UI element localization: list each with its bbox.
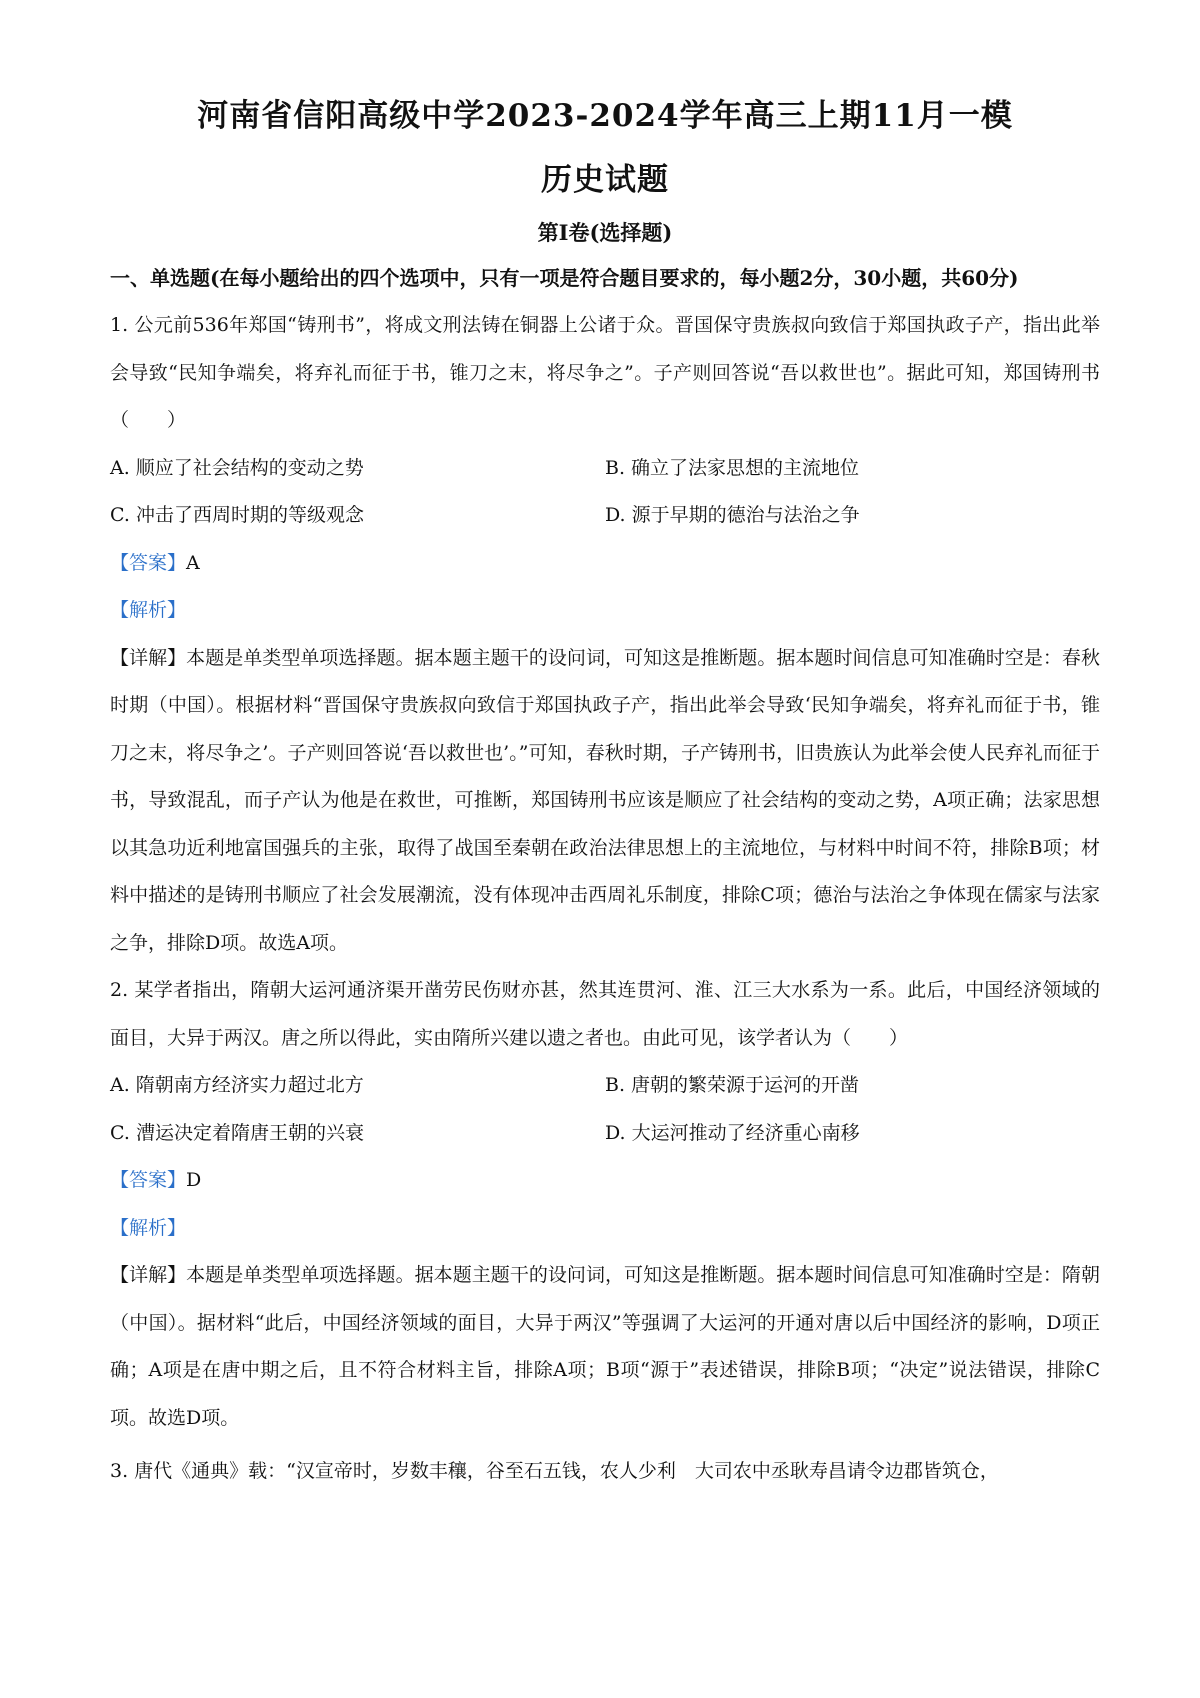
question-2 bbox=[110, 967, 1100, 1442]
detail-paragraph bbox=[110, 635, 1100, 968]
question-stem: 1. 公元前536年郑国“铸刑书”，将成文刑法铸在铜器上公诸于众。晋国保守贵族叔向致信于郑国执政子产，指出此举会导致“民知争端矣，将弃礼而征于书，锥刀之末，将尽争之”。子产则回答说“吾以救世也”。据此可知，郑国铸刑书（ ） bbox=[110, 314, 1100, 431]
option-c: C. 冲击了西周时期的等级观念 bbox=[110, 504, 364, 526]
section-heading: 一、单选题(在每小题给出的四个选项中，只有一项是符合题目要求的，每小题2分，30小题，共60分) bbox=[110, 266, 1019, 290]
question-stem: 2. 某学者指出，隋朝大运河通济渠开凿劳民伤财亦甚，然其连贯河、淮、江三大水系为一系。此后，中国经济领域的面目，大异于两汉。唐之所以得此，实由隋所兴建以遗之者也。由此可见，该学者认为（ ） bbox=[110, 979, 1100, 1049]
option-list bbox=[110, 445, 1100, 540]
question-3 bbox=[110, 1448, 1100, 1496]
option-d: D. 大运河推动了经济重心南移 bbox=[605, 1121, 860, 1144]
volume-heading: 第Ⅰ卷(选择题) bbox=[537, 220, 673, 245]
detail-label: 【详解】 bbox=[110, 646, 187, 669]
option-a: A. 顺应了社会结构的变动之势 bbox=[110, 456, 364, 479]
document-page bbox=[110, 96, 1100, 1496]
question-stem: 3. 唐代《通典》载：“汉宣帝时，岁数丰穰，谷至石五钱，农人少利 大司农中丞耿寿昌请令边郡皆筑仓， bbox=[110, 1460, 999, 1482]
detail-text: 本题是单类型单项选择题。据本题主题干的设问词，可知这是推断题。据本题时间信息可知准确时空是：春秋时期（中国）。根据材料“晋国保守贵族叔向致信于郑国执政子产，指出此举会导致‘民知争端矣，将弃礼而征于书，锥刀之末，将尽争之’。子产则回答说‘吾以救世也’。”可知，春秋时期，子产铸刑书，旧贵族认为此举会使人民弃礼而征于书，导致混乱，而子产认为他是在救世，可推断，郑国铸刑书应该是顺应了社会结构的变动之势，A项正确；法家思想以其急功近利地富国强兵的主张，取得了战国至秦朝在政治法律思想上的主流地位，与材料中时间不符，排除B项；材料中描述的是铸刑书顺应了社会发展潮流，没有体现冲击西周礼乐制度，排除C项；德治与法治之争体现在儒家与法家之争，排除D项。故选A项。 bbox=[110, 646, 1100, 954]
answer-label: 【答案】 bbox=[110, 1169, 187, 1191]
detail-paragraph bbox=[110, 1252, 1100, 1442]
subject-title: 历史试题 bbox=[541, 162, 669, 198]
detail-label: 【详解】 bbox=[110, 1264, 187, 1286]
option-c: C. 漕运决定着隋唐王朝的兴衰 bbox=[110, 1121, 364, 1144]
option-a: A. 隋朝南方经济实力超过北方 bbox=[110, 1074, 364, 1096]
analysis-label: 【解析】 bbox=[110, 1216, 187, 1239]
option-list bbox=[110, 1062, 1100, 1157]
detail-text: 本题是单类型单项选择题。据本题主题干的设问词，可知这是推断题。据本题时间信息可知准确时空是：隋朝（中国）。据材料“此后，中国经济领域的面目，大异于两汉”等强调了大运河的开通对唐以后中国经济的影响，D项正确；A项是在唐中期之后，且不符合材料主旨，排除A项；B项“源于”表述错误，排除B项；“决定”说法错误，排除C项。故选D项。 bbox=[110, 1264, 1100, 1429]
question-1 bbox=[110, 302, 1100, 967]
answer-value: A bbox=[186, 551, 200, 574]
answer-line bbox=[110, 540, 1100, 588]
answer-line bbox=[110, 1157, 1100, 1205]
option-d: D. 源于早期的德治与法治之争 bbox=[605, 504, 860, 526]
exam-title: 河南省信阳高级中学2023-2024学年高三上期11月一模 bbox=[197, 98, 1013, 134]
option-b: B. 确立了法家思想的主流地位 bbox=[605, 456, 860, 479]
answer-label: 【答案】 bbox=[110, 551, 187, 574]
option-b: B. 唐朝的繁荣源于运河的开凿 bbox=[605, 1074, 860, 1096]
analysis-label: 【解析】 bbox=[110, 599, 187, 621]
answer-value: D bbox=[186, 1169, 202, 1191]
